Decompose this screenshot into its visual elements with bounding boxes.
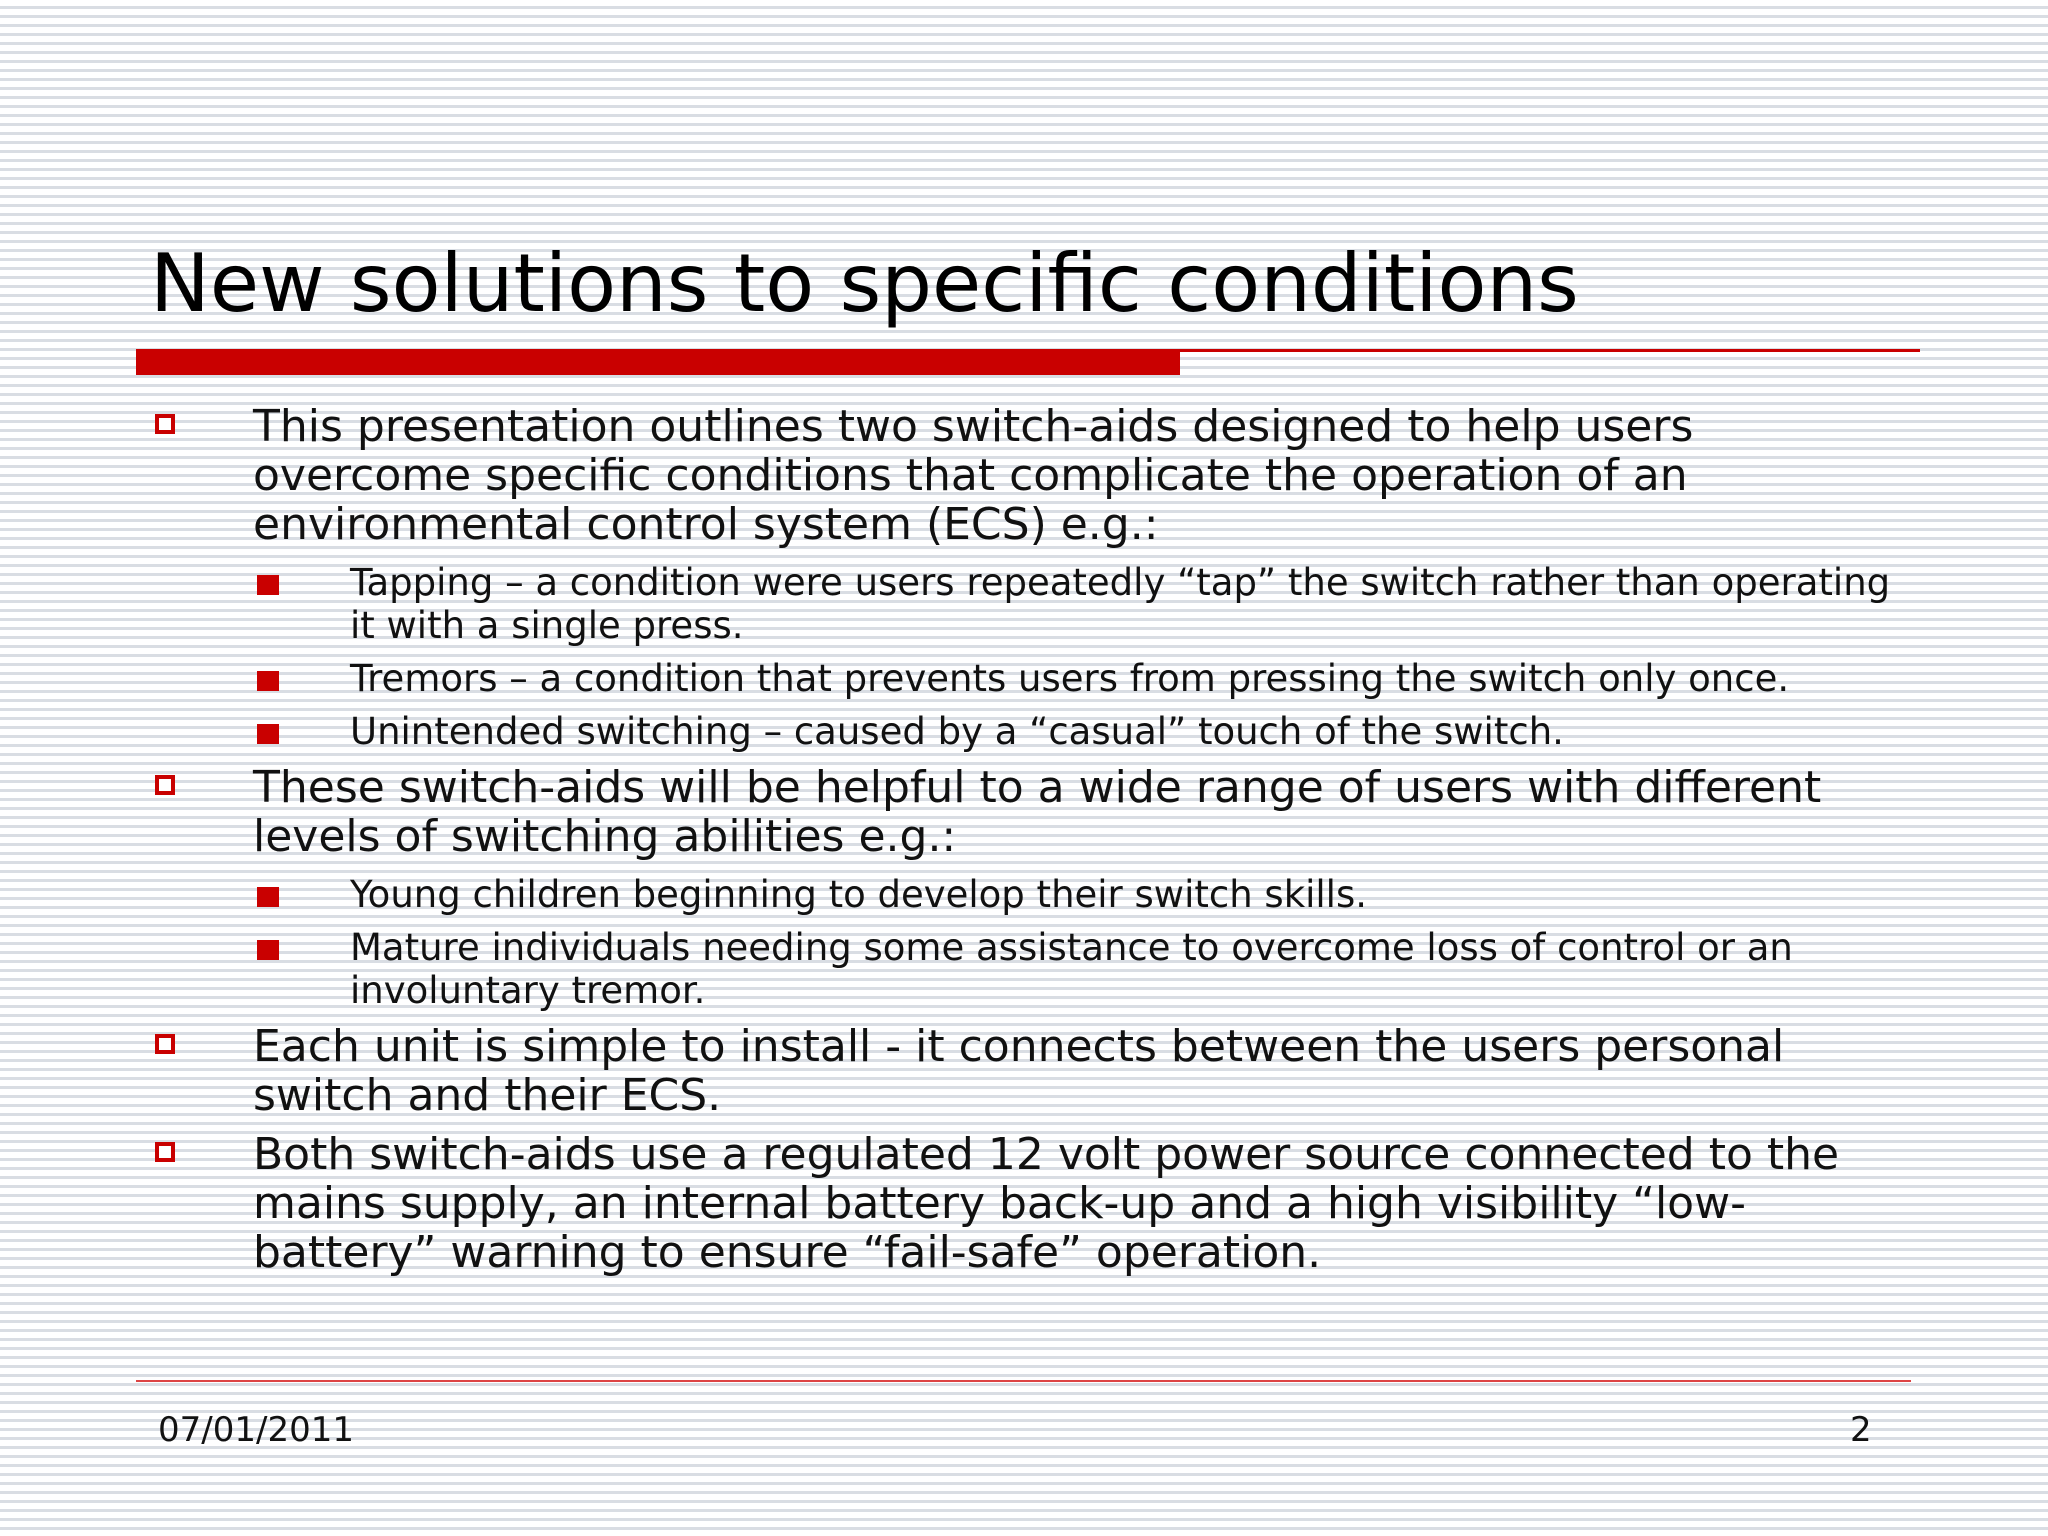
filled-square-bullet-icon [257, 671, 279, 691]
filled-square-bullet-icon [257, 940, 279, 960]
hollow-square-bullet-icon [155, 414, 175, 434]
title-underline-thick [136, 351, 1180, 375]
filled-square-bullet-icon [257, 724, 279, 744]
bullet-item [150, 1130, 1920, 1277]
hollow-square-bullet-icon [155, 775, 175, 795]
footer-date: 07/01/2011 [158, 1410, 354, 1450]
sub-bullet-item [150, 561, 1920, 647]
hollow-square-bullet-icon [155, 1034, 175, 1054]
bullet-item [150, 763, 1920, 1012]
bullet-text: Both switch-aids use a regulated 12 volt power source connected to the mains supply, an internal battery back-up and a high visibility “low-battery” warning to ensure “fail-safe” operation. [253, 1129, 1840, 1278]
sub-bullet-text: Mature individuals needing some assistance to overcome loss of control or an involuntary tremor. [350, 926, 1793, 1012]
page-number: 2 [1850, 1410, 1872, 1450]
sub-bullet-item [150, 873, 1920, 916]
sub-bullet-item [150, 926, 1920, 1012]
footer-divider [136, 1380, 1911, 1382]
bullet-text: Each unit is simple to install - it connects between the users personal switch and their ECS. [253, 1021, 1785, 1121]
sub-bullet-item [150, 710, 1920, 753]
sub-bullet-text: Unintended switching – caused by a “casual” touch of the switch. [350, 710, 1564, 753]
bullet-item [150, 402, 1920, 753]
hollow-square-bullet-icon [155, 1142, 175, 1162]
sub-bullet-text: Tremors – a condition that prevents users from pressing the switch only once. [350, 657, 1790, 700]
bullet-text: This presentation outlines two switch-aids designed to help users overcome specific conditions that complicate the operation of an environmental control system (ECS) e.g.: [253, 401, 1694, 550]
filled-square-bullet-icon [257, 887, 279, 907]
slide-title: New solutions to specific conditions [150, 237, 1579, 330]
bullet-item [150, 1022, 1920, 1120]
sub-bullet-list [253, 873, 1920, 1012]
sub-bullet-list [253, 561, 1920, 753]
slide-content [150, 402, 1920, 1287]
sub-bullet-text: Young children beginning to develop their switch skills. [350, 873, 1367, 916]
bullet-text: These switch-aids will be helpful to a wide range of users with different levels of switching abilities e.g.: [253, 762, 1822, 862]
filled-square-bullet-icon [257, 575, 279, 595]
sub-bullet-text: Tapping – a condition were users repeatedly “tap” the switch rather than operating it with a single press. [350, 561, 1891, 647]
sub-bullet-item [150, 657, 1920, 700]
